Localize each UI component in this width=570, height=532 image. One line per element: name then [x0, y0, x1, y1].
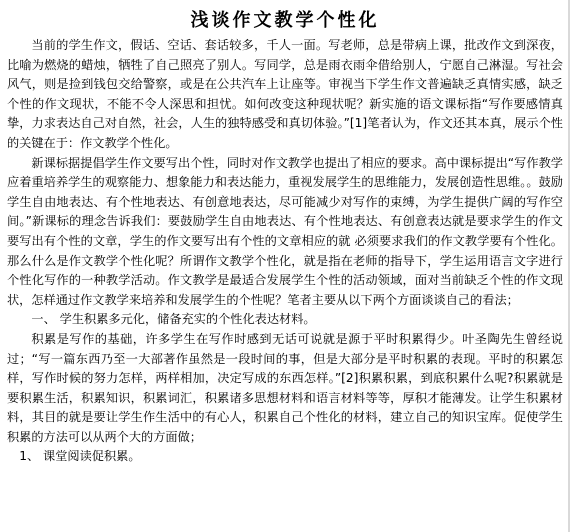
paragraph-curriculum: 新课标据提倡学生作文要写出个性，同时对作文教学也提出了相应的要求。高中课标提出“写作教学应着重培养学生的观察能力、想象能力和表达能力，重视发展学生的思维能力，发展创造性思维。。鼓励学生自由地表达、有个性地表达、有创意地表达，尽可能减少对写作的束缚，为学生提供广阔的写作空间。”新课标的理念告诉我们：要鼓励学生自由地表达、有个性地表达、有创意表达就是要求学生的作文要写出有个性的文章，学生的作文要写出有个性的文章相应的就 必须要求我们的作文教学要有个性化。那么什么是作文教学个性化呢？所谓作文教学个性化，就是指在老师的指导下，学生运用语言文字进行个性化写作的一种教学活动。作文教学是最适合发展学生个性的活动领域，面对当前缺乏个性的作文现状，怎样通过作文教学来培养和发展学生的个性呢？笔者主要从以下两个方面谈谈自己的看法；: [7, 155, 563, 307]
section-heading-one: 一、 学生积累多元化，储备充实的个性化表达材料。: [31, 312, 316, 327]
subsection-heading-one: 1、 课堂阅读促积累。: [19, 449, 141, 464]
paragraph-intro: 当前的学生作文，假话、空话、套话较多，千人一面。写老师，总是带病上课，批改作文到深夜，比喻为燃烧的蜡烛，牺牲了自己照亮了别人。写同学，总是雨衣雨伞借给别人，宁愿自己淋湿。写社会风气，则是捡到钱包交给警察，或是在公共汽车上让座等。审视当下学生作文普遍缺乏真情实感，缺乏个性的作文现状，不能不令人深思和担忧。如何改变这种现状呢？新实施的语文课标指“写作要感情真挚，力求表达自己对自然，社会，人生的独特感受和真切体验。”[1]笔者认为，作文还其本真，展示个性的关键在于：作文教学个性化。: [7, 38, 563, 150]
paragraph-accumulation: 积累是写作的基础，许多学生在写作时感到无话可说就是源于平时积累得少。叶圣陶先生曾经说过；“写一篇东西乃至一大部著作虽然是一段时间的事，但是大部分是平时积累的表现。平时的积累怎样，写作时候的努力怎样，两样相加，决定写成的东西怎样。”[2]积累积累，到底积累什么呢?积累就是要积累生活，积累知识，积累词汇，积累诸多思想材料和语言材料等等，厚积才能薄发。让学生积累材料，其目的就是要让学生作生活中的有心人，积累自己个性化的材料，建立自己的知识宝库。促使学生积累的方法可以从两个大的方面做；: [7, 331, 563, 444]
document-title: 浅谈作文教学个性化: [190, 10, 380, 31]
